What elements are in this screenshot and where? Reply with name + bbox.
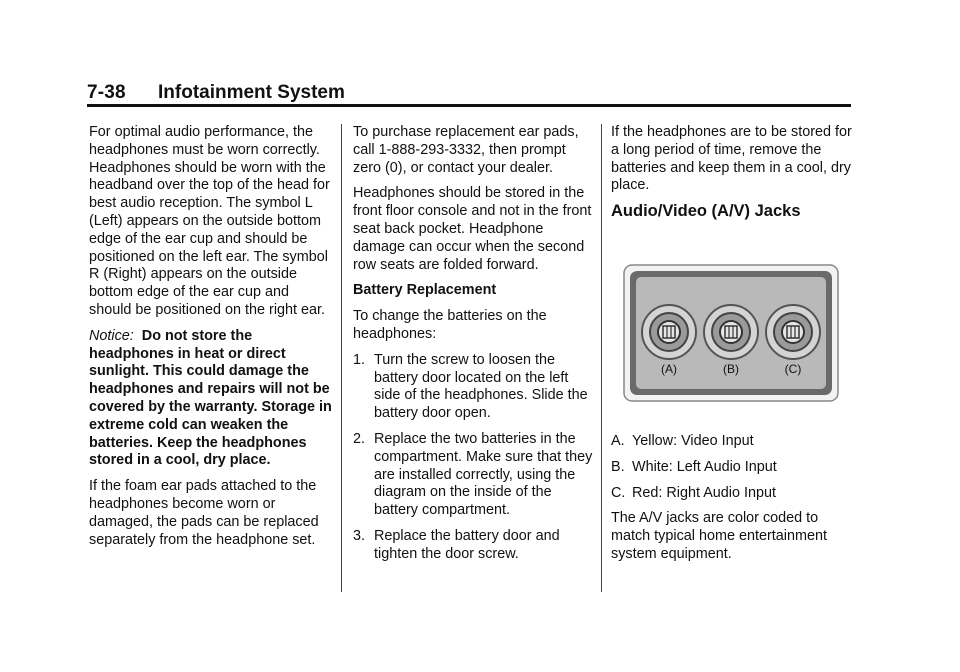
step-item <box>353 352 593 423</box>
steps-list <box>353 352 593 564</box>
jack-label: (B) <box>723 362 739 376</box>
legend-item <box>611 459 856 477</box>
column-divider <box>341 124 342 592</box>
legend-item <box>611 485 856 503</box>
step-number: 1. <box>353 351 366 368</box>
step-item <box>353 528 593 564</box>
legend-key: B. <box>611 458 625 475</box>
step-text: Turn the screw to loosen the battery door located on the left side of the headphones. Slide the battery door open. <box>374 351 588 422</box>
jack-label: (A) <box>661 362 677 376</box>
step-text: Replace the two batteries in the compartment. Make sure that they are installed correctly, using the diagram on the inside of the battery compartment. <box>374 430 593 519</box>
paragraph: To change the batteries on the headphones: <box>353 308 547 342</box>
column-divider <box>601 124 602 592</box>
legend-key: A. <box>611 432 625 449</box>
legend-key: C. <box>611 484 626 501</box>
jack-b <box>704 305 758 359</box>
step-number: 3. <box>353 527 366 544</box>
jack-label: (C) <box>784 362 802 376</box>
section-title: Infotainment System <box>158 82 345 103</box>
notice-text: Do not store the headphones in heat or direct sunlight. This could damage the headphones and repairs will not be covered by the warranty. Storage in extreme cold can weaken the batteries. Keep the headphones stored in a cool, dry place. <box>89 327 332 469</box>
av-jacks-illustration <box>623 264 839 402</box>
paragraph: The A/V jacks are color coded to match typical home entertainment system equipment. <box>611 510 827 562</box>
page-number: 7-38 <box>87 82 126 103</box>
legend-text: Red: Right Audio Input <box>632 484 777 501</box>
column-2 <box>353 124 593 572</box>
paragraph: If the foam ear pads attached to the headphones become worn or damaged, the pads can be replaced separately from the headphone set. <box>89 478 319 548</box>
paragraph: To purchase replacement ear pads, call 1-888-293-3332, then prompt zero (0), or contact your dealer. <box>353 124 579 176</box>
notice-label: Notice: <box>89 327 134 344</box>
column-1 <box>89 124 335 557</box>
subheading-battery-replacement: Battery Replacement <box>353 282 497 299</box>
step-text: Replace the battery door and tighten the door screw. <box>374 527 560 562</box>
step-item <box>353 431 593 520</box>
legend-text: Yellow: Video Input <box>632 432 754 449</box>
legend-item <box>611 433 856 451</box>
legend-text: White: Left Audio Input <box>632 458 777 475</box>
step-number: 2. <box>353 430 366 447</box>
jack-legend <box>611 433 856 502</box>
paragraph: For optimal audio performance, the headphones must be worn correctly. Headphones should be worn with the headband over the top of the head for best audio reception. The symbol L (Left) appears on the outside bottom edge of the ear cup and should be positioned on the left ear. The symbol R (Right) appears on the outside bottom edge of the ear cup and should be positioned on the right ear. <box>89 124 330 318</box>
av-jacks-heading: Audio/Video (A/V) Jacks <box>611 202 801 221</box>
page-header <box>87 82 850 106</box>
paragraph: Headphones should be stored in the front floor console and not in the front seat back pocket. Headphone damage can occur when the second row seats are folded forward. <box>353 185 592 273</box>
jack-a <box>642 305 696 359</box>
paragraph: If the headphones are to be stored for a long period of time, remove the batteries and keep them in a cool, dry place. <box>611 124 852 194</box>
notice <box>89 328 335 470</box>
jack-c <box>766 305 820 359</box>
header-rule <box>87 104 851 107</box>
